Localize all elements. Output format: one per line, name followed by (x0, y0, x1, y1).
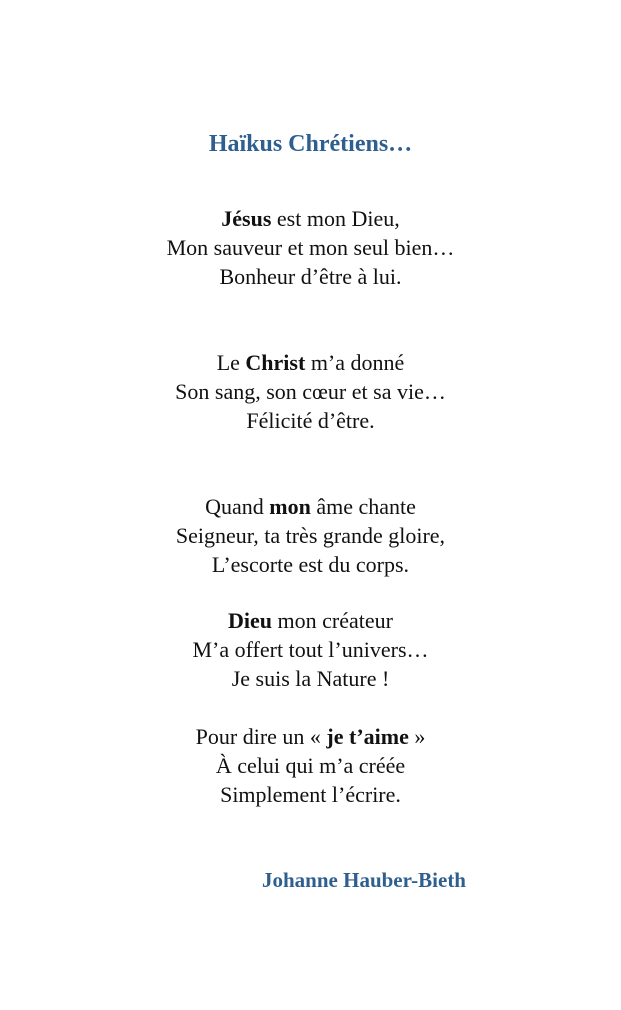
stanza-line: Jésus est mon Dieu, (221, 206, 400, 231)
stanza-line: M’a offert tout l’univers… (192, 637, 429, 662)
stanza-line: Quand mon âme chante (205, 494, 416, 519)
poem-title: Haïkus Chrétiens… (208, 131, 413, 157)
emphasis-word: Jésus (221, 206, 272, 231)
author-signature: Johanne Hauber-Bieth (262, 868, 466, 892)
stanza-2 (0, 348, 621, 435)
stanza-5 (0, 722, 621, 809)
emphasis-word: je t’aime (326, 724, 409, 749)
stanza-line: Mon sauveur et mon seul bien… (166, 235, 455, 260)
stanza-line: Bonheur d’être à lui. (219, 264, 402, 289)
stanza-3 (0, 492, 621, 579)
emphasis-word: Christ (245, 350, 306, 375)
emphasis-word: mon (269, 494, 311, 519)
stanza-line: Le Christ m’a donné (216, 350, 405, 375)
stanza-line: Je suis la Nature ! (231, 666, 390, 691)
emphasis-word: Dieu (228, 608, 273, 633)
stanza-line: Simplement l’écrire. (220, 782, 401, 807)
stanza-line: Félicité d’être. (246, 408, 375, 433)
stanza-line: Son sang, son cœur et sa vie… (175, 379, 446, 404)
stanza-line: À celui qui m’a créée (215, 753, 406, 778)
stanza-4 (0, 606, 621, 693)
stanza-line: Pour dire un « je t’aime » (195, 724, 426, 749)
stanza-line: L’escorte est du corps. (211, 552, 410, 577)
stanza-line: Seigneur, ta très grande gloire, (175, 523, 446, 548)
stanza-1 (0, 204, 621, 291)
stanza-line: Dieu mon créateur (228, 608, 393, 633)
